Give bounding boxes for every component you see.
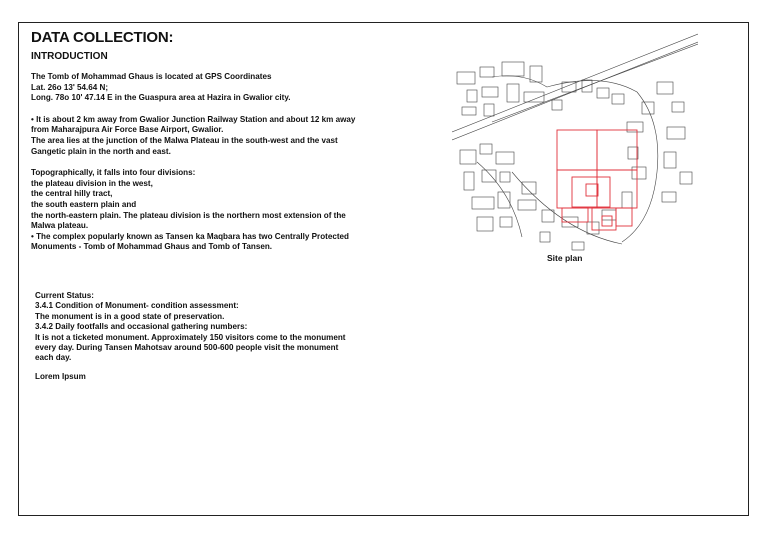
intro-paragraph-location: The Tomb of Mohammad Ghaus is located at GPS Coordinates Lat. 26o 13' 54.64 N; Long. 78o 10' 47.14 E in the Guaspura area at Hazira in Gwalior city.: [31, 72, 291, 103]
site-plan-map: [452, 32, 698, 252]
lorem-text: Lorem Ipsum: [35, 371, 86, 381]
intro-paragraph-topography: Topographically, it falls into four divisions: the plateau division in the west, the central hilly tract, the south eastern plain and the north-eastern plain. The plateau division is the northern most extension of the Malwa plateau. • The complex popularly known as Tansen ka Maqbara has two Centrally Protected Monuments - Tomb of Mohammad Ghaus and Tomb of Tansen.: [31, 168, 349, 252]
current-status-block: [35, 291, 405, 382]
section-subtitle: INTRODUCTION: [31, 51, 108, 62]
current-status-text: Current Status: 3.4.1 Condition of Monument- condition assessment: The monument is in a good state of preservation. 3.4.2 Daily footfalls and occasional gathering numbers: It is not a ticketed monument. Approximately 150 visitors come to the monument every day. During Tansen Mahotsav around 500-600 people visit the monument each day.: [35, 291, 346, 363]
intro-text: [31, 72, 406, 253]
site-plan-caption: Site plan: [547, 253, 583, 263]
intro-paragraph-distance: • It is about 2 km away from Gwalior Junction Railway Station and about 12 km away from Maharajpura Air Force Base Airport, Gwalior. The area lies at the junction of the Malwa Plateau in the south-west and the vast Gangetic plain in the north and east.: [31, 114, 356, 156]
page-title: DATA COLLECTION:: [31, 29, 174, 46]
